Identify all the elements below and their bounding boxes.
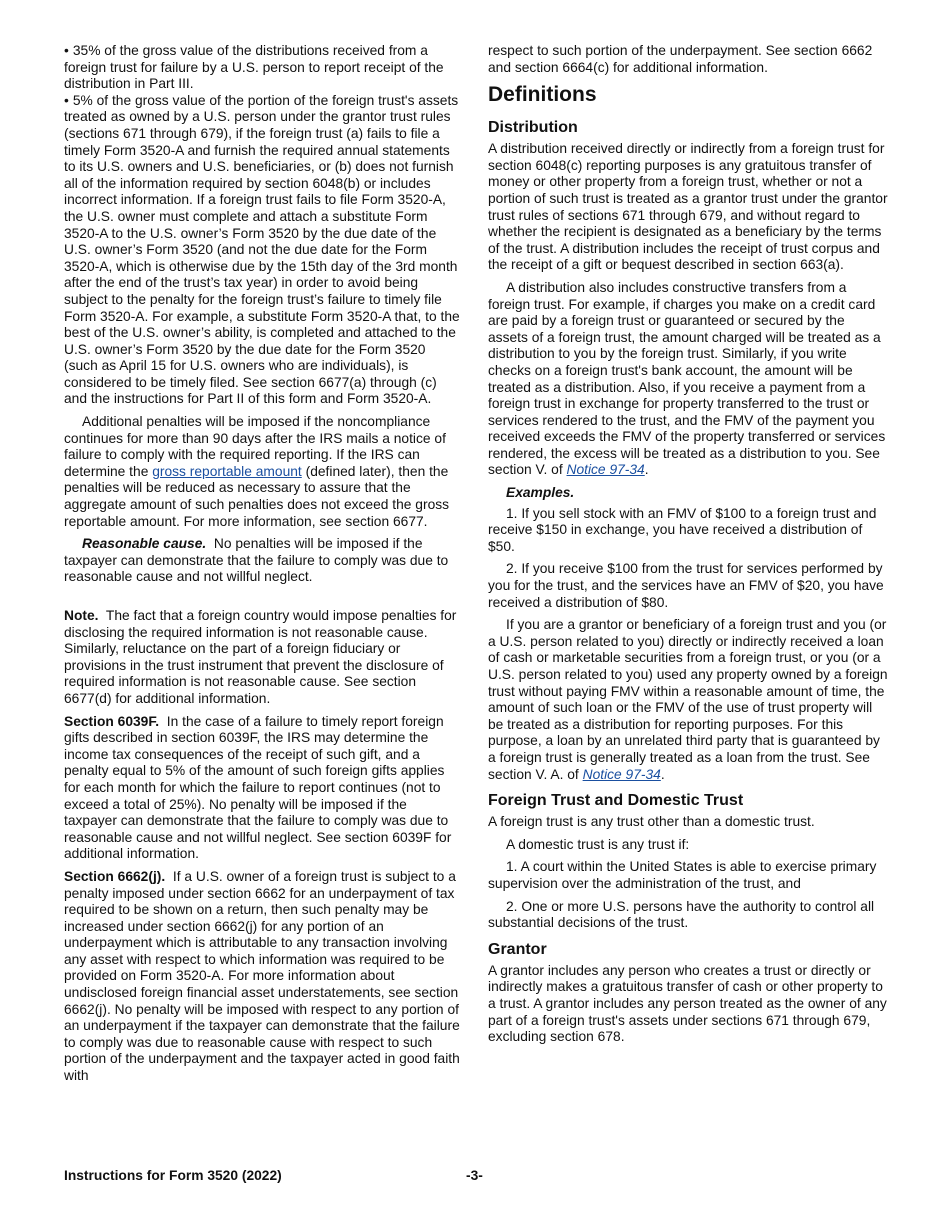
section-6039f-heading: Section 6039F. [64, 713, 160, 729]
distribution-paragraph-2: A distribution also includes constructive transfers from a foreign trust. For example, if charges you make on a credit card are paid by a foreign trust or guaranteed or secured by the assets of a foreign trust, the amount charged will be treated as a distribution to you by the foreign trust. Similarly, if you write checks on a foreign trust's bank account, the amount will be treated as a distribution. Also, if you receive a payment from a foreign trust in exchange for property transferred to the trust or services rendered to the trust, and the FMV of the payment you received exceeds the FMV of the property transferred or services rendered, the excess will be treated as a distribution to you. See section V. of Notice 97-34. [488, 279, 886, 478]
continuation-paragraph: respect to such portion of the underpayment. See section 6662 and section 6664(c) for additional information. [488, 43, 873, 75]
reasonable-cause-heading: Reasonable cause. [82, 536, 207, 552]
example-1: 1. If you sell stock with an FMV of $100 to a foreign trust and receive $150 in exchange, you have received a distribution of $50. [488, 505, 877, 554]
grantor-paragraph: A grantor includes any person who creates a trust or directly or indirectly makes a gratuitous transfer of cash or other property to a trust. A grantor includes any person treated as the owner of any part of a foreign trust's assets under sections 671 through 679, excluding section 678. [488, 962, 887, 1045]
reasonable-cause-paragraph: Reasonable cause. No penalties will be imposed if the taxpayer can demonstrate that the failure to comply was due to reasonable cause and not willful neglect. [64, 536, 449, 585]
notice-97-34-link[interactable]: Notice 97-34 [566, 462, 645, 478]
note-paragraph: Note. The fact that a foreign country would impose penalties for disclosing the required information is not reasonable cause. Similarly, reluctance on the part of a foreign fiduciary or provisions in the trust instrument that prevent the disclosure of required information is not reasonable cause. See section 6677(d) for additional information. [64, 608, 457, 706]
examples-heading: Examples. [506, 485, 575, 501]
domestic-trust-intro: A domestic trust is any trust if: [506, 836, 690, 852]
definitions-heading: Definitions [488, 83, 597, 107]
bullet-icon: • [64, 92, 69, 108]
additional-penalties-paragraph: Additional penalties will be imposed if the noncompliance continues for more than 90 days after the IRS mails a notice of failure to comply with the required reporting. If the IRS can determine the gross reportable amount (defined later), then the penalties will be reduced as necessary to assure that the aggregate amount of such penalties does not exceed the gross reportable amount. For more information, see section 6677. [64, 414, 450, 529]
example-2: 2. If you receive $100 from the trust for services performed by you for the trust, and the services have an FMV of $20, you have received a distribution of $80. [488, 561, 884, 610]
foreign-domestic-trust-heading: Foreign Trust and Domestic Trust [488, 792, 744, 810]
domestic-condition-2: 2. One or more U.S. persons have the authority to control all substantial decisions of the trust. [488, 898, 875, 931]
grantor-loan-paragraph: If you are a grantor or beneficiary of a foreign trust and you (or a U.S. person related to you) directly or indirectly received a loan of cash or marketable securities from a foreign trust, or you (or a U.S. person related to you) used any property owned by a foreign trust without paying FMV within a reasonable amount of time, the amount of such loan or the FMV of the use of trust property will be treated as a distribution for reporting purposes. For this purpose, a loan by an unrelated third party that is guaranteed by a foreign trust is generally treated as a loan from the trust. See section V. A. of Notice 97-34. [488, 617, 888, 782]
right-column [488, 43, 888, 1052]
distribution-paragraph-1: A distribution received directly or indirectly from a foreign trust for section 6048(c) reporting purposes is any gratuitous transfer of money or other property from a foreign trust, whether or not a portion of such trust is treated as a grantor trust under the grantor trust rules of sections 671 through 679, and without regard to whether the recipient is designated as a beneficiary by the terms of the trust. A distribution includes the receipt of trust corpus and the receipt of a gift or bequest described in section 663(a). [488, 141, 888, 273]
left-column [64, 43, 462, 1091]
page-number: -3- [466, 1168, 483, 1183]
note-heading: Note. [64, 608, 99, 623]
distribution-heading: Distribution [488, 119, 578, 137]
notice-97-34-link[interactable]: Notice 97-34 [582, 766, 661, 782]
section-6039f-paragraph: Section 6039F. In the case of a failure to timely report foreign gifts described in section 6039F, the IRS may determine the income tax consequences of the receipt of such gift, and a penalty equal to 5% of the amount of such foreign gifts applies for each month for which the failure to report continues (not to exceed a total of 25%). No penalty will be imposed if the taxpayer can demonstrate that the failure to comply was due to reasonable cause and not willful neglect. See section 6039F for additional information. [64, 713, 452, 862]
gross-reportable-amount-link[interactable]: gross reportable amount [152, 463, 302, 479]
bullet-5-percent: • 5% of the gross value of the portion of the foreign trust's assets treated as owned by a U.S. person under the grantor trust rules (sections 671 through 679), if the foreign trust (a) fails to file a timely Form 3520-A and furnish the required annual statements to its U.S. owners and U.S. beneficiaries, or (b) does not furnish all of the information required by section 6048(b) or includes incorrect information. If a foreign trust fails to file Form 3520-A, the U.S. owner must complete and attach a substitute Form 3520-A to the U.S. owner’s Form 3520 by the due date of the U.S. owner’s Form 3520 (and not the due date for the Form 3520-A, which is otherwise due by the 15th day of the 3rd month after the end of the trust’s tax year) in order to avoid being subject to the penalty for the foreign trust’s failure to timely file Form 3520-A. For example, a substitute Form 3520-A that, to the best of the U.S. owner’s ability, is completed and attached to the U.S. owner’s Form 3520 by the due date for the Form 3520 (such as April 15 for U.S. owners who are individuals), is considered to be timely filed. See section 6677(a) through (c) and the instructions for Part II of this form and Form 3520-A. [64, 92, 460, 407]
bullet-35-percent: • 35% of the gross value of the distributions received from a foreign trust for failure by a U.S. person to report receipt of the distribution in Part III. [64, 43, 444, 92]
bullet-icon: • [64, 43, 69, 58]
domestic-condition-1: 1. A court within the United States is able to exercise primary supervision over the administration of the trust, and [488, 859, 877, 891]
footer-title: Instructions for Form 3520 (2022) [64, 1168, 282, 1183]
page-footer [64, 1168, 888, 1186]
grantor-heading: Grantor [488, 940, 547, 958]
section-6662j-heading: Section 6662(j). [64, 868, 166, 884]
section-6662j-paragraph: Section 6662(j). If a U.S. owner of a foreign trust is subject to a penalty imposed under section 6662 for an underpayment of tax required to be shown on a return, then such penalty may be increased under section 6662(j) for any portion of an underpayment which is attributable to any transaction involving any asset with respect to which information was required to be provided on Form 3520-A. For more information about undisclosed foreign financial asset understatements, see section 6662(j). No penalty will be imposed with respect to any portion of an underpayment if the taxpayer can demonstrate that the failure to comply was due to reasonable cause with respect to such portion of the underpayment and the taxpayer acted in good faith with [64, 868, 460, 1084]
foreign-trust-paragraph: A foreign trust is any trust other than a domestic trust. [488, 814, 815, 830]
